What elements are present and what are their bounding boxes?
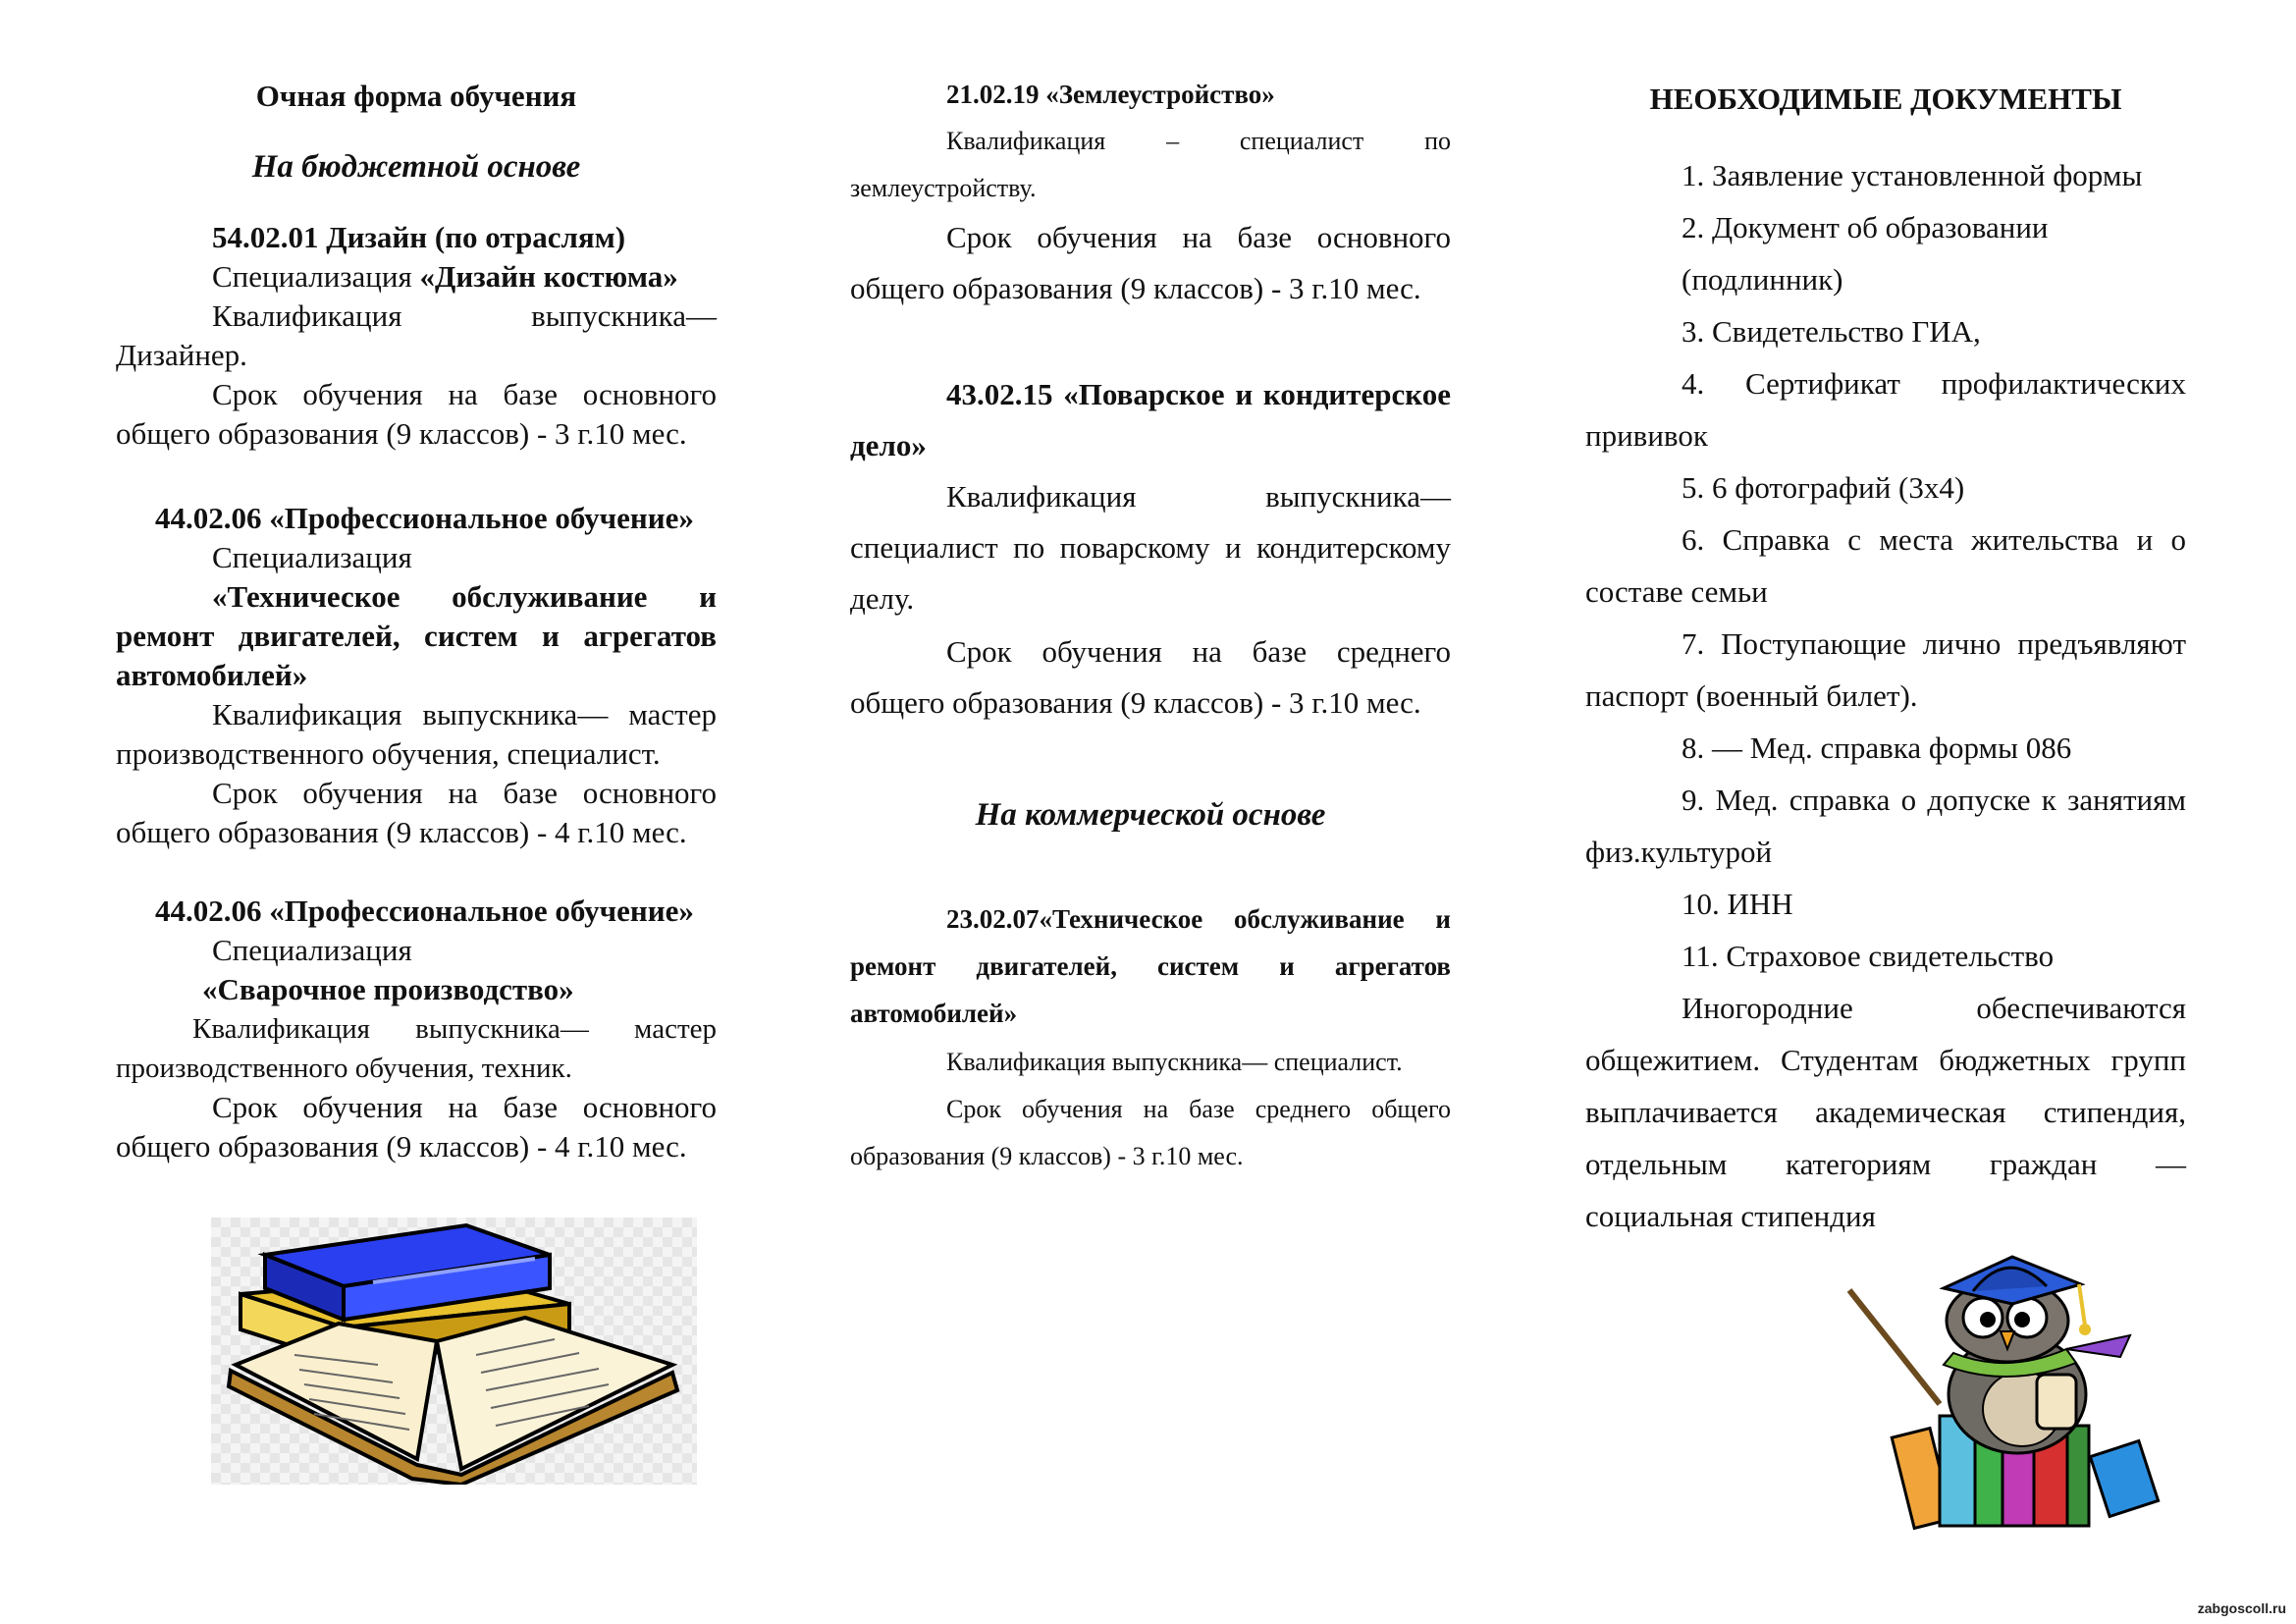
doc-item-1: 1. Заявление установленной формы: [1682, 158, 2143, 192]
dormitory-note: Иногородние обеспечиваются общежитием. Студентам бюджетных групп выплачивается академическая стипендия, отдельным категориям граждан — социальная стипендия: [1585, 991, 2186, 1233]
prog1-spec-value: «Дизайн костюма»: [419, 259, 678, 294]
c2-prog2-title: 43.02.15 «Поварское и кондитерское дело»: [850, 377, 1451, 462]
c2-prog1-term: Срок обучения на базе основного общего образования (9 классов) - 3 г.10 мес.: [850, 220, 1451, 305]
prog1-spec-label: Специализация: [212, 259, 420, 294]
prog2-title: 44.02.06 «Профессиональное обучение»: [155, 501, 694, 535]
prog3-term: Срок обучения на базе основного общего образования (9 классов) - 4 г.10 мес.: [116, 1090, 717, 1164]
c2-prog2-term: Срок обучения на базе среднего общего образования (9 классов) - 3 г.10 мес.: [850, 634, 1451, 720]
owl-teacher-illustration: [1845, 1247, 2184, 1542]
budget-title: На бюджетной основе: [251, 149, 581, 185]
doc-item-2: 2. Документ об образовании: [1682, 210, 2049, 244]
doc-item-3: 3. Свидетельство ГИА,: [1682, 314, 1981, 349]
prog1-title: 54.02.01 Дизайн (по отраслям): [212, 220, 626, 254]
watermark: zabgoscoll.ru: [2197, 1600, 2286, 1616]
c2-prog3-title: 23.02.07«Техническое обслуживание и ремонт двигателей, систем и агрегатов автомобилей»: [850, 904, 1451, 1028]
form-title: Очная форма обучения: [255, 79, 577, 113]
doc-item-9: 9. Мед. справка о допуске к занятиям физ.культурой: [1585, 783, 2186, 869]
prog3-spec-label: Специализация: [212, 933, 412, 967]
books-illustration: [211, 1218, 697, 1485]
doc-item-5: 5. 6 фотографий (3х4): [1682, 470, 1965, 505]
doc-item-2b: (подлинник): [1682, 262, 1843, 297]
c2-prog1-qual: Квалификация – специалист по землеустройству.: [850, 127, 1451, 202]
doc-item-11: 11. Страховое свидетельство: [1682, 939, 2055, 973]
doc-item-7: 7. Поступающие лично предъявляют паспорт (военный билет).: [1585, 626, 2186, 713]
prog2-qual: Квалификация выпускника— мастер производственного обучения, специалист.: [116, 697, 717, 771]
prog1-spec: [116, 257, 717, 297]
prog2-spec-value: «Техническое обслуживание и ремонт двигателей, систем и агрегатов автомобилей»: [116, 579, 717, 692]
doc-item-8: 8. — Мед. справка формы 086: [1682, 731, 2072, 765]
c2-prog3-qual: Квалификация выпускника— специалист.: [946, 1048, 1403, 1076]
commercial-title: На коммерческой основе: [975, 797, 1326, 833]
c2-prog3-term: Срок обучения на базе среднего общего образования (9 классов) - 3 г.10 мес.: [850, 1095, 1451, 1170]
prog1-qual-line2: Дизайнер.: [116, 338, 247, 372]
c2-prog2-qual: Квалификация выпускника— специалист по поварскому и кондитерскому делу.: [850, 479, 1451, 616]
prog1-term: Срок обучения на базе основного общего образования (9 классов) - 3 г.10 мес.: [116, 377, 717, 451]
doc-item-4: 4. Сертификат профилактических прививок: [1585, 366, 2186, 453]
documents-title: НЕОБХОДИМЫЕ ДОКУМЕНТЫ: [1649, 81, 2122, 116]
c2-prog1-title: 21.02.19 «Землеустройство»: [946, 80, 1275, 109]
prog3-title: 44.02.06 «Профессиональное обучение»: [155, 893, 694, 928]
doc-item-6: 6. Справка с места жительства и о составе семьи: [1585, 522, 2186, 609]
prog3-qual: Квалификация выпускника— мастер производственного обучения, техник.: [116, 1013, 717, 1084]
prog1-qual-line1: Квалификация выпускника—: [212, 298, 717, 333]
prog2-term: Срок обучения на базе основного общего образования (9 классов) - 4 г.10 мес.: [116, 776, 717, 849]
prog3-spec-value: «Сварочное производство»: [202, 972, 574, 1006]
doc-item-10: 10. ИНН: [1682, 887, 1793, 921]
prog2-spec-label: Специализация: [212, 540, 412, 574]
